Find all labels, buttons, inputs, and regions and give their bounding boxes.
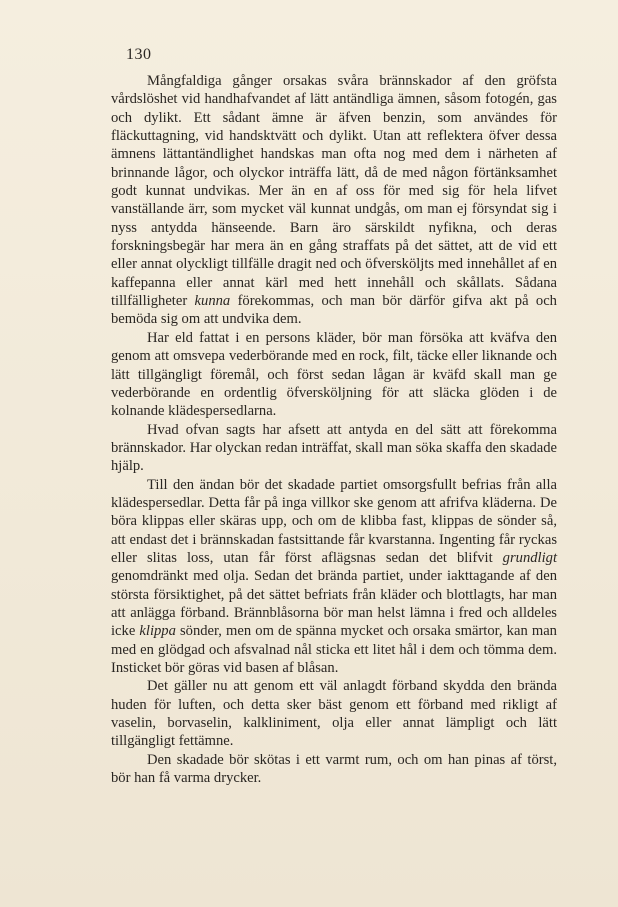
paragraph-5 — [111, 677, 557, 750]
paragraph-4-text-end: sönder, men om de spänna mycket och orsaka smärtor, kan man med en glödgad och afsvalnad nål sticka ett litet hål i dem och tömma dem. Insticket bör göras vid basen af blåsan. — [111, 623, 557, 676]
emphasis-kunna: kunna — [194, 293, 231, 310]
paragraph-4 — [111, 476, 557, 678]
paragraph-1 — [111, 72, 557, 329]
paragraph-3 — [111, 421, 557, 476]
paragraph-3-text: Hvad ofvan sagts har afsett att antyda en del sätt att förekomma brännskador. Har olyckan redan inträffat, skall man söka skaffa den skadade hjälp. — [111, 421, 557, 475]
body-text — [111, 72, 557, 787]
paragraph-6-text: Den skadade bör skötas i ett varmt rum, och om han pinas af törst, bör han få varma drycker. — [111, 751, 557, 787]
paragraph-2 — [111, 329, 557, 421]
paragraph-6 — [111, 751, 557, 788]
paragraph-5-text: Det gäller nu att genom ett väl anlagdt förband skydda den brända huden för luften, och detta sker bäst genom ett förband med rikligt af vaselin, borvaselin, kalkliniment, olja eller annat lämpligt och lätt tillgängligt fettämne. — [111, 678, 557, 750]
paragraph-2-text: Har eld fattat i en persons kläder, bör man försöka att kväfva den genom att omsvepa vederbörande med en rock, filt, täcke eller liknande och lätt tillgängligt föremål, och först sedan lågan är kväfd skall man ge vederbörande en ordentlig öfversköljning för att släcka glöden i de kolnande klädespersedlarna. — [111, 329, 557, 420]
emphasis-grundligt: grundligt — [502, 549, 557, 566]
paragraph-4-text: Till den ändan bör det skadade partiet omsorgsfullt befrias från alla klädespersedlar. Detta får på inga villkor ske genom att afrifva kläderna. De böra klippas eller skäras upp, och om de klibba fast, klippas de sönder så, att endast det i brännskadan fastsittande får kvarstanna. Ingenting får ryckas eller slitas loss, utan får först aflägsnas sedan det blifvit — [111, 476, 557, 566]
paragraph-4-text-middle: genomdränkt med olja. Sedan det brända partiet, under iakttagande af den största försiktighet, på det sättet befriats från kläder och blottlagts, har man att anlägga förband. Brännblåsorna bör man helst lämna i fred och alldeles icke — [111, 568, 557, 640]
emphasis-klippa: klippa — [139, 623, 176, 640]
page-number: 130 — [126, 46, 152, 63]
paragraph-1-text: Mångfaldiga gånger orsakas svåra brännskador af den gröfsta vårdslöshet vid handhafvandet af lätt antändliga ämnen, såsom fotogén, gas och dylikt. Ett sådant ämne är äfven benzin, som användes för fläckuttagning, vid handsktvätt och dylikt. Utan att reflektera öfver dessa ämnens lättantändlighet handskas man ofta nog med dem i närheten af brinnande lågor, och olyckor inträffa lätt, då de med någon förtänksamhet godt kunnat undvikas. Mer än en af oss för med sig för hela lifvet vanställande ärr, som mycket väl kunnat undgås, om man ej försyndat sig i nyss antydda hänseende. Barn äro särskildt nyfikna, och deras forskningsbegär har mera än en gång straffats på det sättet, att de vid ett eller annat olyckligt tillfälle dragit ned och öfversköljts med innehållet af en kaffepanna eller annat kärl med hett innehåll och skållats. Sådana tillfälligheter — [111, 73, 557, 310]
paragraph-1-text-end: förekommas, och man bör därför gifva akt på och bemöda sig om att undvika dem. — [111, 293, 557, 328]
